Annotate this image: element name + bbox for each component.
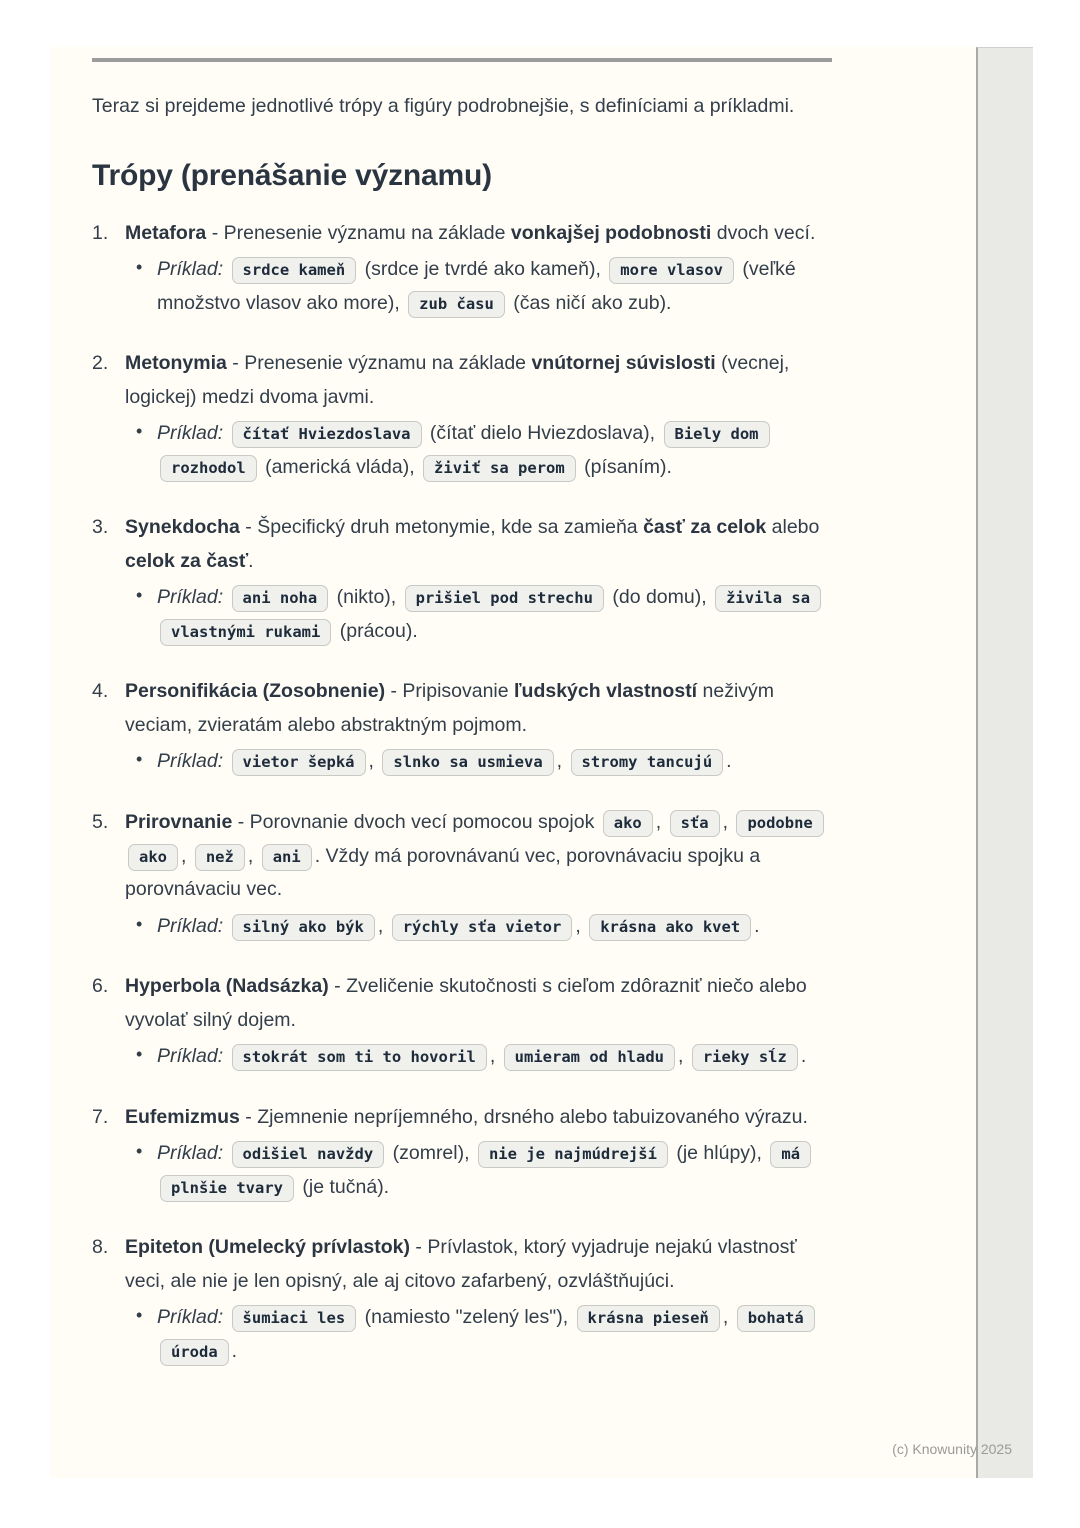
text-run [223,258,228,280]
example-chip: krásna ako kvet [589,914,751,941]
text-run: (je hlúpy), [670,1142,768,1165]
example-chip: srdce kameň [232,257,357,284]
bold-term: ľudských vlastností [514,680,698,703]
item-number: 1. [92,221,109,244]
text-run: - Prenesenie významu na základe [206,221,511,244]
bold-term: Epiteton (Umelecký prívlastok) [125,1236,410,1259]
text-run [223,1045,228,1067]
text-run: (je tučná). [296,1175,390,1198]
example-chip: sťa [670,810,720,837]
example-chip: odišiel navždy [232,1141,385,1168]
item-number: 2. [92,352,109,375]
text-run: - Porovnanie dvoch vecí pomocou spojok [232,810,600,833]
text-run: (vecnej, logickej) medzi dvoma javmi. [125,352,790,408]
example-label: Príklad: [157,750,224,773]
bold-term: vnútornej súvislosti [531,352,716,375]
item-example [136,910,832,944]
document-content [92,58,832,1395]
text-run [223,1306,228,1328]
item-example [136,745,832,779]
bold-term: Eufemizmus [125,1105,240,1128]
text-run [223,586,228,608]
bullet-icon: • [136,749,143,770]
item-definition [125,511,832,578]
text-run [223,750,228,772]
trope-list [92,217,832,1369]
item-number: 6. [92,975,109,998]
copyright-watermark: (c) Knowunity 2025 [892,1441,1012,1457]
example-label: Príklad: [157,1142,224,1165]
text-run: . Vždy má porovnávanú vec, porovnávaciu spojku a porovnávaciu vec. [125,844,761,901]
document-page [50,47,976,1478]
text-run: , [377,914,389,937]
bold-term: časť za celok [643,516,767,539]
item-example [136,1301,832,1368]
item-number: 5. [92,810,109,833]
item-example [136,1137,832,1204]
example-label: Príklad: [157,1045,224,1068]
text-run: , [722,1306,734,1329]
example-chip: vietor šepká [232,749,366,776]
example-label: Príklad: [157,914,224,937]
bold-term: Metafora [125,221,207,244]
item-example [136,417,832,484]
trope-item [92,806,832,943]
text-run: , [655,810,667,833]
text-run: (veľké množstvo vlasov ako more), [157,258,796,314]
example-chip: more vlasov [609,257,734,284]
example-chip: stromy tancujú [571,749,724,776]
text-run: . [754,914,760,937]
example-chip: prišiel pod strechu [405,585,604,612]
item-number: 3. [92,516,109,539]
bullet-icon: • [136,913,143,934]
text-run: (srdce je tvrdé ako kameň), [359,258,607,281]
example-chip: rýchly sťa vietor [392,914,573,941]
intro-paragraph: Teraz si prejdeme jednotlivé trópy a figúry podrobnejšie, s definíciami a príkladmi. [92,95,795,117]
bold-term: celok za časť [125,549,249,572]
example-label: Príklad: [157,422,224,445]
text-run: - Prívlastok, ktorý vyjadruje nejakú vlastnosť veci, ale nie je len opisný, ale aj citovo zafarbený, ozvláštňujúci. [125,1236,797,1292]
example-chip: než [195,844,245,871]
text-run: . [726,750,732,773]
item-example [136,581,832,648]
example-chip: slnko sa usmieva [382,749,553,776]
item-example [136,253,832,320]
bullet-icon: • [136,585,143,606]
text-run: , [489,1045,501,1068]
scrollbar[interactable] [976,47,1033,1478]
text-run: (do domu), [606,586,713,609]
trope-item [92,347,832,484]
bold-term: vonkajšej podobnosti [510,221,712,244]
text-run: (prácou). [334,619,418,642]
section-heading: Trópy (prenášanie významu) [92,158,492,192]
bullet-icon: • [136,257,143,278]
text-run: . [800,1045,807,1068]
text-run: , [575,914,587,937]
text-run: , [247,844,259,867]
item-example [136,1040,832,1074]
example-chip: šumiaci les [232,1305,357,1332]
trope-item [92,675,832,779]
trope-item [92,970,832,1074]
example-chip: umieram od hladu [504,1044,675,1071]
text-run: (nikto), [331,586,402,609]
text-run [223,422,228,444]
text-run: (čítať dielo Hviezdoslava), [424,422,661,445]
text-run: , [181,844,192,867]
text-run [223,1142,228,1164]
example-chip: stokrát som ti to hovoril [232,1044,487,1071]
example-label: Príklad: [157,586,224,609]
item-definition [125,347,832,414]
item-definition [125,970,832,1037]
trope-item [92,511,832,648]
example-chip: silný ako býk [232,914,375,941]
text-run: , [677,1045,689,1068]
example-chip: rieky sĺz [692,1044,798,1071]
text-run: , [368,750,380,773]
text-run: - Prenesenie významu na základe [226,352,532,375]
example-label: Príklad: [157,258,224,281]
item-definition [125,217,832,251]
example-chip: krásna pieseň [577,1305,720,1332]
example-chip: podobne ako [128,810,824,871]
example-chip: zub času [408,291,505,318]
item-number: 7. [92,1105,109,1128]
item-definition [125,806,832,907]
trope-item [92,1101,832,1205]
example-chip: živila sa vlastnými rukami [160,585,821,646]
text-run: dvoch vecí. [711,221,816,244]
text-run: . [248,549,254,572]
bullet-icon: • [136,1044,143,1065]
text-run: (zomrel), [387,1142,475,1165]
text-run: (namiesto "zelený les"), [359,1306,574,1329]
text-run: - Špecifický druh metonymie, kde sa zamieňa [239,516,644,539]
text-run: - Pripisovanie [385,680,515,703]
bold-term: Hyperbola (Nadsázka) [125,975,329,998]
text-run: , [722,810,734,833]
text-run: (americká vláda), [259,455,421,478]
example-chip: živiť sa perom [423,455,576,482]
text-run [223,915,228,937]
item-number: 4. [92,680,109,703]
trope-item [92,1231,832,1368]
text-run: alebo [766,516,820,539]
bold-term: Metonymia [125,352,227,375]
bullet-icon: • [136,421,143,442]
item-definition [125,675,832,742]
example-chip: ani [262,844,312,871]
text-run: , [556,750,568,773]
trope-item [92,217,832,321]
bullet-icon: • [136,1305,143,1326]
item-definition [125,1101,832,1135]
top-divider [92,58,832,62]
item-number: 8. [92,1236,109,1259]
example-label: Príklad: [157,1306,224,1329]
example-chip: čítať Hviezdoslava [232,421,422,448]
text-run: - Zveličenie skutočnosti s cieľom zdôrazniť niečo alebo vyvolať silný dojem. [125,975,807,1031]
example-chip: Biely dom rozhodol [160,421,770,482]
item-definition [125,1231,832,1298]
text-run: neživým veciam, zvieratám alebo abstraktným pojmom. [125,680,775,736]
bullet-icon: • [136,1141,143,1162]
bold-term: Prirovnanie [125,810,233,833]
example-chip: nie je najmúdrejší [478,1141,668,1168]
text-run: (čas ničí ako zub). [507,291,672,314]
bold-term: Personifikácia (Zosobnenie) [125,680,386,703]
example-chip: ani noha [232,585,329,612]
text-run: . [231,1339,238,1362]
example-chip: ako [603,810,653,837]
bold-term: Synekdocha [125,516,240,539]
text-run: - Zjemnenie nepríjemného, drsného alebo tabuizovaného výrazu. [239,1105,808,1128]
example-chip: má plnšie tvary [160,1141,811,1202]
example-chip: bohatá úroda [160,1305,815,1366]
text-run: (písaním). [578,455,672,478]
